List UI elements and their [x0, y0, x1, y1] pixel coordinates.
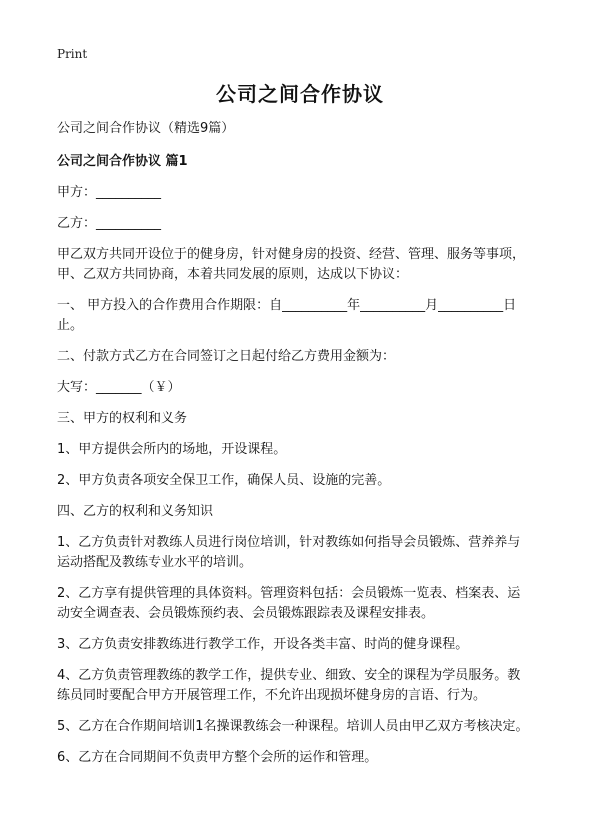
- clause-4-item-1-line-2: 运动搭配及教练专业水平的培训。: [57, 555, 253, 570]
- amount-line: 大写：_______（￥）: [57, 380, 181, 395]
- print-link[interactable]: Print: [57, 47, 88, 61]
- clause-4-item-2-line-2: 动安全调查表、会员锻炼预约表、会员锻炼跟踪表及课程安排表。: [57, 606, 435, 621]
- party-a-line: 甲方：__________: [57, 185, 162, 200]
- clause-4-item-2-line-1: 2、乙方享有提供管理的具体资料。管理资料包括：会员锻炼一览表、档案表、运: [57, 586, 521, 601]
- clause-1-line-2: 止。: [57, 318, 84, 333]
- clause-4-item-4-line-1: 4、乙方负责管理教练的教学工作，提供专业、细致、安全的课程为学员服务。教: [57, 668, 521, 683]
- clause-3-item-2: 2、甲方负责各项安全保卫工作，确保人员、设施的完善。: [57, 473, 391, 488]
- clause-4-item-1-line-1: 1、乙方负责针对教练人员进行岗位培训，针对教练如何指导会员锻炼、营养养与: [57, 535, 521, 550]
- document-subtitle: 公司之间合作协议（精选9篇）: [57, 121, 235, 136]
- clause-3-item-1: 1、甲方提供会所内的场地，开设课程。: [57, 442, 287, 457]
- party-b-line: 乙方：__________: [57, 216, 162, 231]
- clause-4-item-5: 5、乙方在合作期间培训1名操课教练会一种课程。培训人员由甲乙双方考核决定。: [57, 719, 529, 734]
- intro-paragraph-line-1: 甲乙双方共同开设位于的健身房，针对健身房的投资、经营、管理、服务等事项，: [57, 247, 526, 262]
- clause-2: 二、付款方式乙方在合同签订之日起付给乙方费用金额为：: [57, 349, 396, 364]
- clause-4-item-4-line-2: 练员同时要配合甲方开展管理工作，不允许出现损坏健身房的言语、行为。: [57, 688, 487, 703]
- clause-1-line-1: 一、 甲方投入的合作费用合作期限：自__________年__________月__________日: [57, 298, 517, 313]
- clause-3-heading: 三、甲方的权利和义务: [57, 411, 188, 426]
- clause-4-item-6: 6、乙方在合同期间不负责甲方整个会所的运作和管理。: [57, 750, 378, 765]
- section-heading: 公司之间合作协议 篇1: [57, 154, 188, 169]
- clause-4-item-3: 3、乙方负责安排教练进行教学工作，开设各类丰富、时尚的健身课程。: [57, 637, 469, 652]
- intro-paragraph-line-2: 甲、乙双方共同协商，本着共同发展的原则，达成以下协议：: [57, 267, 409, 282]
- document-title: 公司之间合作协议: [216, 82, 384, 106]
- clause-4-heading: 四、乙方的权利和义务知识: [57, 504, 214, 519]
